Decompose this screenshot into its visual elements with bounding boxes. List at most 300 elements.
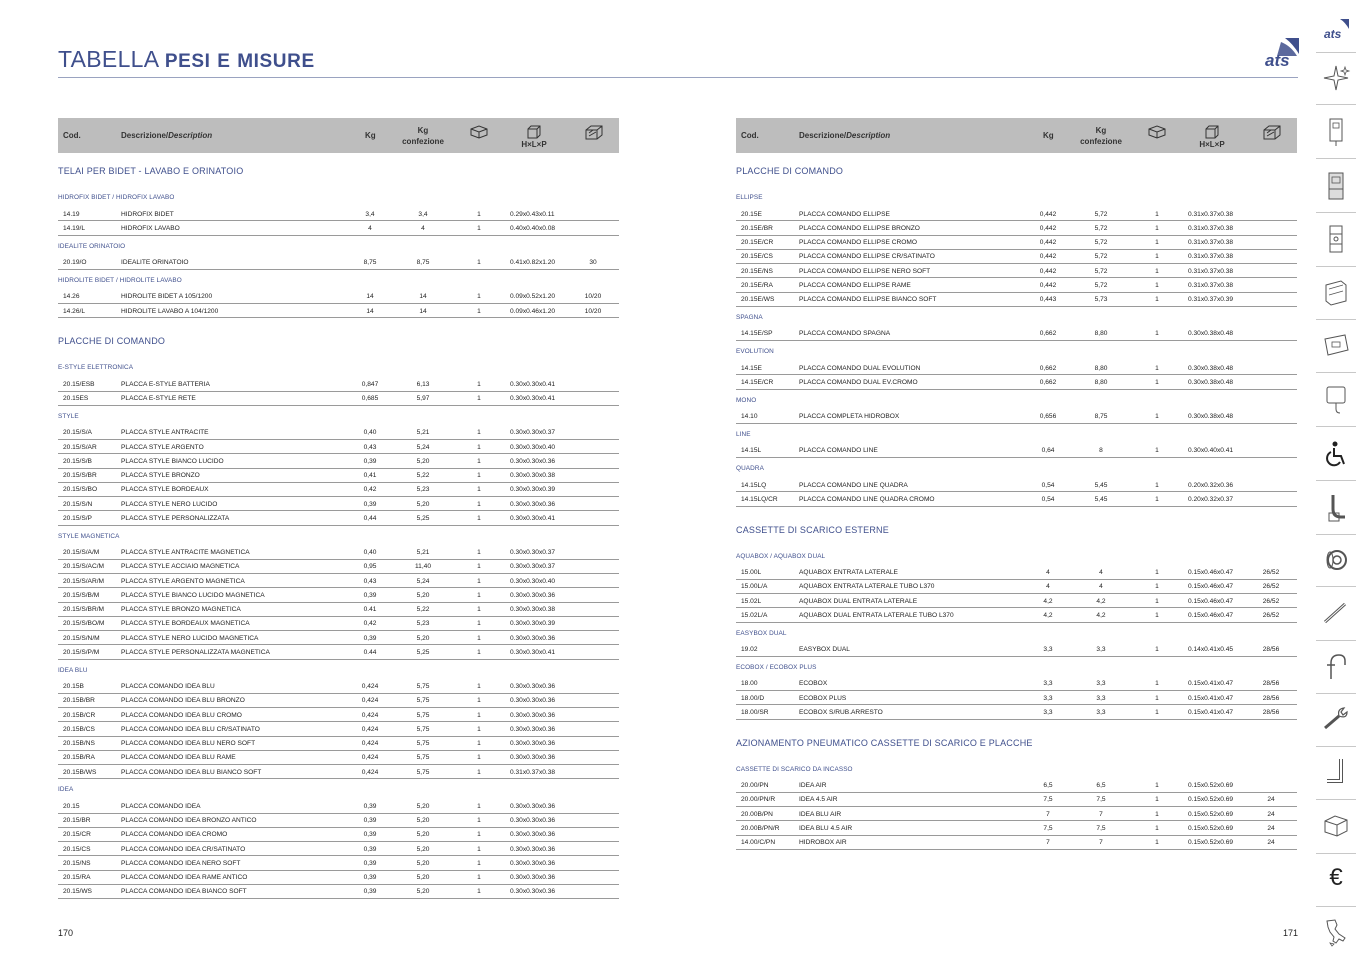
box-dimensions-icon <box>1203 124 1221 140</box>
cell-dimensions: 0.15x0.52x0.69 <box>1188 824 1234 832</box>
header-desc-text: Descrizione/ <box>799 131 847 140</box>
cell-dimensions: 0.30x0.30x0.36 <box>510 740 556 747</box>
table-row <box>736 594 1297 608</box>
header-kg-confezione <box>1078 125 1124 147</box>
cell-description: PLACCA COMANDO IDEA CR/SATINATO <box>121 845 246 853</box>
cell-code: 20.15/RA <box>63 874 91 881</box>
cell-pieces: 1 <box>1155 495 1159 503</box>
sidebar-divider <box>1316 906 1356 907</box>
cell-description: AQUABOX ENTRATA LATERALE <box>799 569 898 576</box>
cell-kg: 8,75 <box>363 259 377 266</box>
title-bold-3: MISURE <box>237 51 315 72</box>
title-rule <box>58 77 1298 78</box>
box-pieces-icon <box>469 124 489 140</box>
cell-kg: 3,3 <box>1043 708 1053 716</box>
sidebar-item-packaging[interactable] <box>1316 806 1356 846</box>
cell-kg: 7 <box>1046 810 1050 818</box>
header-kg-conf-2: confezione <box>1080 137 1122 146</box>
cell-pieces: 1 <box>477 549 481 556</box>
cell-dimensions: 0.15x0.46x0.47 <box>1188 597 1234 605</box>
title-bold-1: PESI <box>164 51 211 72</box>
cell-kg: 0,39 <box>363 859 377 867</box>
cell-kg-confezione: 5,75 <box>416 697 430 705</box>
cell-pieces: 1 <box>477 859 481 867</box>
cell-dimensions: 0.30x0.30x0.36 <box>510 457 556 465</box>
cell-pieces: 1 <box>477 606 481 613</box>
subsection-title: AQUABOX / AQUABOX DUAL <box>736 552 826 560</box>
cell-kg: 0,39 <box>363 634 377 642</box>
cell-kg: 0.41 <box>363 606 377 613</box>
cell-description: PLACCA COMANDO IDEA BLU BIANCO SOFT <box>121 768 262 776</box>
euro-icon[interactable]: € <box>1329 864 1343 891</box>
cell-pallet: 30 <box>589 259 597 266</box>
table-row <box>58 392 619 406</box>
cell-kg: 0,95 <box>363 563 377 571</box>
cell-pieces: 1 <box>477 768 481 776</box>
table-row <box>58 469 619 483</box>
table-row <box>58 856 619 870</box>
cell-kg: 0,424 <box>361 725 379 733</box>
cell-pallet: 28/56 <box>1262 708 1280 716</box>
cell-pieces: 1 <box>477 380 481 388</box>
header-cod: Cod. <box>63 131 81 140</box>
right-table <box>736 118 1297 850</box>
table-header <box>58 118 619 153</box>
header-kg-confezione <box>400 125 446 147</box>
header-description <box>799 131 890 140</box>
cell-description: PLACCA STYLE BORDEAUX <box>121 486 209 494</box>
cell-kg: 0,656 <box>1039 413 1057 420</box>
cell-pieces: 1 <box>477 754 481 762</box>
cell-pallet: 26/52 <box>1262 583 1280 591</box>
ats-logo-icon <box>1321 13 1351 43</box>
cell-description: AQUABOX ENTRATA LATERALE TUBO L370 <box>799 583 935 591</box>
table-row <box>58 722 619 736</box>
cell-description: HIDROBOX AIR <box>799 839 847 846</box>
left-table <box>58 118 619 899</box>
cell-pieces: 1 <box>1155 611 1159 619</box>
cell-pallet: 26/52 <box>1262 611 1280 619</box>
header-desc-italic: Description <box>846 131 891 140</box>
cell-dimensions: 0.15x0.41x0.47 <box>1188 694 1234 702</box>
cell-description: PLACCA COMANDO IDEA BLU CROMO <box>121 711 242 719</box>
cell-pieces: 1 <box>1155 583 1159 591</box>
cell-code: 20.15/S/B/M <box>63 591 100 599</box>
sidebar-item-traps[interactable] <box>1316 488 1356 528</box>
sidebar-item-wc-frames[interactable] <box>1316 112 1356 152</box>
cell-kg-confezione: 5,45 <box>1094 481 1108 489</box>
cell-dimensions: 0.41x0.82x1.20 <box>510 259 556 266</box>
cell-kg-confezione: 5,20 <box>416 817 430 824</box>
cell-kg-confezione: 8,75 <box>416 259 430 266</box>
subsection-title: HIDROFIX BIDET / HIDROFIX LAVABO <box>58 194 175 201</box>
cell-description: IDEALITE ORINATOIO <box>121 259 189 266</box>
cell-pieces: 1 <box>1155 296 1159 303</box>
cell-kg-confezione: 5,20 <box>416 591 430 599</box>
header-kg-conf-1: Kg <box>417 126 429 135</box>
header-dim: H×L×P <box>521 140 547 149</box>
cell-pallet: 28/56 <box>1262 694 1280 702</box>
cell-description: PLACCA STYLE ARGENTO <box>121 443 204 451</box>
cell-code: 20.15B/CR <box>63 711 96 719</box>
cell-description: PLACCA COMANDO IDEA BLU CR/SATINATO <box>121 725 260 733</box>
sidebar-divider <box>1316 158 1356 159</box>
table-row <box>58 574 619 588</box>
table-row <box>58 426 619 440</box>
cell-kg-confezione: 7 <box>1099 810 1103 818</box>
cell-description: ECOBOX PLUS <box>799 694 847 702</box>
cell-code: 15.02L/A <box>741 611 768 619</box>
cell-kg-confezione: 6,13 <box>416 380 430 388</box>
cell-code: 20.15/BR <box>63 817 91 824</box>
sidebar-item-accessibility[interactable] <box>1316 434 1356 474</box>
cell-kg-confezione: 5,75 <box>416 768 430 776</box>
subsection-title: LINE <box>736 430 751 438</box>
cell-kg-confezione: 8,80 <box>1094 378 1108 386</box>
cell-code: 20.15B/BR <box>63 697 95 705</box>
cell-kg-confezione: 8,75 <box>1094 413 1108 420</box>
cell-pieces: 1 <box>477 307 481 315</box>
sidebar-divider <box>1316 104 1356 105</box>
pipe-icon <box>1321 598 1351 628</box>
subsection-title: EVOLUTION <box>736 348 774 355</box>
cell-description: PLACCA STYLE ANTRACITE <box>121 429 209 437</box>
sidebar-item-washbasin-frames[interactable] <box>1316 219 1356 259</box>
cell-dimensions: 0.30x0.30x0.38 <box>510 472 556 479</box>
cell-code: 20.15/S/AR/M <box>63 577 105 585</box>
cell-code: 20.15E/NS <box>741 267 773 275</box>
cell-kg-confezione: 7,5 <box>1096 824 1106 832</box>
table-row <box>58 631 619 645</box>
cell-pieces: 1 <box>477 457 481 465</box>
frame-washbasin-icon <box>1321 224 1351 254</box>
cell-code: 14.00/C/PN <box>741 839 776 846</box>
cell-code: 18.00/SR <box>741 708 769 716</box>
cell-description: PLACCA COMANDO DUAL EV.CROMO <box>799 378 918 386</box>
table-row <box>736 478 1297 492</box>
cell-code: 20.15E <box>741 210 762 218</box>
cell-code: 20.00B/PN <box>741 810 773 818</box>
cell-dimensions: 0.31x0.37x0.38 <box>1188 267 1234 275</box>
cell-dimensions: 0.30x0.30x0.36 <box>510 500 556 508</box>
cell-pieces: 1 <box>477 429 481 437</box>
accessibility-icon <box>1321 439 1351 469</box>
cell-dimensions: 0.30x0.38x0.48 <box>1188 330 1234 338</box>
cell-kg: 0,39 <box>363 591 377 599</box>
cell-kg-confezione: 4 <box>421 224 425 232</box>
subsection-title: STYLE MAGNETICA <box>58 532 120 540</box>
section-title: PLACCHE DI COMANDO <box>58 336 166 347</box>
cell-dimensions: 0.15x0.52x0.69 <box>1188 839 1234 846</box>
cell-kg-confezione: 5,75 <box>416 711 430 719</box>
title-bold-2: E <box>217 51 231 72</box>
cell-pieces: 1 <box>477 802 481 810</box>
table-row <box>58 751 619 765</box>
subsection-title: STYLE <box>58 412 79 420</box>
table-row <box>736 293 1297 307</box>
cell-code: 20.15/CR <box>63 831 91 839</box>
cell-kg-confezione: 5,22 <box>416 606 430 613</box>
cell-dimensions: 0.31x0.37x0.38 <box>510 768 556 776</box>
subsection-title: ECOBOX / ECOBOX PLUS <box>736 663 817 671</box>
cell-code: 20.15 <box>63 802 80 810</box>
cell-pieces: 1 <box>477 711 481 719</box>
sidebar-divider <box>1316 640 1356 641</box>
cell-pieces: 1 <box>1155 447 1159 455</box>
table-row <box>736 327 1297 341</box>
cell-kg-confezione: 5,25 <box>416 648 430 656</box>
cell-code: 20.15/S/AR <box>63 443 97 451</box>
cell-pallet: 24 <box>1267 810 1275 818</box>
table-row <box>736 677 1297 691</box>
cell-kg: 3,4 <box>365 210 375 218</box>
sidebar-item-flush-plates[interactable] <box>1316 325 1356 365</box>
table-row <box>736 580 1297 594</box>
cell-description: PLACCA COMANDO IDEA BRONZO ANTICO <box>121 817 257 824</box>
cell-kg-confezione: 6,5 <box>1096 782 1106 789</box>
header-description <box>121 131 212 140</box>
cell-code: 14.15E/CR <box>741 378 774 386</box>
cell-dimensions: 0.30x0.30x0.36 <box>510 831 556 839</box>
sidebar-item-tools[interactable] <box>1316 699 1356 739</box>
cell-dimensions: 0.15x0.52x0.69 <box>1188 810 1234 818</box>
cell-kg-confezione: 5,75 <box>416 683 430 690</box>
cell-description: PLACCA STYLE ARGENTO MAGNETICA <box>121 577 245 585</box>
right-table-body <box>736 166 1297 850</box>
cell-kg: 0,442 <box>1039 239 1057 246</box>
table-row <box>58 483 619 497</box>
cell-kg: 0,42 <box>363 620 377 628</box>
cell-dimensions: 0.15x0.46x0.47 <box>1188 569 1234 576</box>
table-row <box>736 264 1297 278</box>
cell-pallet: 28/56 <box>1262 646 1280 653</box>
table-row <box>736 410 1297 424</box>
cell-kg: 0,39 <box>363 874 377 881</box>
sidebar-divider <box>1316 480 1356 481</box>
cell-kg: 0,424 <box>361 740 379 747</box>
cell-code: 20.15B/CS <box>63 725 95 733</box>
cell-description: PLACCA STYLE NERO LUCIDO MAGNETICA <box>121 634 259 642</box>
table-row <box>736 608 1297 622</box>
table-row <box>58 304 619 318</box>
table-row <box>736 361 1297 375</box>
cell-kg: 0,442 <box>1039 224 1057 232</box>
cell-kg-confezione: 5,20 <box>416 845 430 853</box>
cell-pallet: 26/52 <box>1262 569 1280 576</box>
cell-pieces: 1 <box>477 831 481 839</box>
cell-pieces: 1 <box>477 591 481 599</box>
table-row <box>736 250 1297 264</box>
cell-kg-confezione: 8,80 <box>1094 364 1108 372</box>
cell-description: HIDROFIX LAVABO <box>121 224 180 232</box>
cell-pieces: 1 <box>1155 224 1159 232</box>
box-pieces-icon <box>1147 124 1167 140</box>
sidebar-item-bidet-frames[interactable] <box>1316 166 1356 206</box>
cell-dimensions: 0.30x0.30x0.36 <box>510 888 556 896</box>
header-kg: Kg <box>1043 131 1054 140</box>
table-row <box>58 497 619 511</box>
table-row <box>58 617 619 631</box>
cell-dimensions: 0.15x0.41x0.47 <box>1188 680 1234 688</box>
cell-kg: 3,3 <box>1043 694 1053 702</box>
cell-kg: 0,442 <box>1039 253 1057 261</box>
cell-kg: 0.44 <box>363 648 377 656</box>
cell-pieces: 1 <box>1155 210 1159 218</box>
cell-description: PLACCA COMANDO IDEA BLU NERO SOFT <box>121 740 256 747</box>
cell-description: PLACCA COMANDO ELLIPSE RAME <box>799 281 911 289</box>
subsection-title: ELLIPSE <box>736 194 763 201</box>
cell-dimensions: 0.14x0.41x0.45 <box>1188 646 1234 653</box>
sidebar-item-taps[interactable] <box>1316 646 1356 686</box>
sidebar-item-urinal-frames[interactable] <box>1316 272 1356 312</box>
subsection-title: E-STYLE ELETTRONICA <box>58 364 134 372</box>
cell-description: IDEA BLU AIR <box>799 810 842 818</box>
cell-description: IDEA 4.5 AIR <box>799 796 838 804</box>
cell-pieces: 1 <box>477 620 481 628</box>
table-row <box>736 444 1297 458</box>
cell-pieces: 1 <box>1155 239 1159 246</box>
cell-pieces: 1 <box>1155 597 1159 605</box>
cell-code: 20.15/S/BR/M <box>63 606 105 613</box>
cell-description: PLACCA COMANDO IDEA BLU BRONZO <box>121 697 245 705</box>
cell-dimensions: 0.20x0.32x0.37 <box>1188 495 1234 503</box>
cell-pieces: 1 <box>477 697 481 705</box>
cell-description: IDEA AIR <box>799 782 827 789</box>
cell-pieces: 1 <box>477 577 481 585</box>
cell-dimensions: 0.30x0.30x0.41 <box>510 648 556 656</box>
cell-kg: 4 <box>368 224 372 232</box>
sidebar-item-pipes[interactable] <box>1316 593 1356 633</box>
cell-kg: 7,5 <box>1043 824 1053 832</box>
cell-pieces: 1 <box>477 888 481 896</box>
cell-dimensions: 0.20x0.32x0.36 <box>1188 481 1234 489</box>
cell-description: PLACCA COMANDO LINE QUADRA CROMO <box>799 495 935 503</box>
cell-kg: 0,39 <box>363 802 377 810</box>
section-title: AZIONAMENTO PNEUMATICO CASSETTE DI SCARICO E PLACCHE <box>736 737 1033 748</box>
sidebar-logo[interactable] <box>1316 8 1356 48</box>
cell-description: IDEA BLU 4.5 AIR <box>799 824 853 832</box>
cell-pieces: 1 <box>1155 810 1159 818</box>
sidebar-item-italy[interactable] <box>1316 912 1356 952</box>
table-row <box>58 454 619 468</box>
table-row <box>58 694 619 708</box>
cell-description: PLACCA COMANDO ELLIPSE BIANCO SOFT <box>799 296 937 303</box>
cell-dimensions: 0.15x0.52x0.69 <box>1188 796 1234 804</box>
cell-kg-confezione: 5,20 <box>416 457 430 465</box>
cell-code: 20.15/S/BO <box>63 486 98 494</box>
cell-kg: 0,39 <box>363 888 377 896</box>
cell-dimensions: 0.09x0.46x1.20 <box>510 307 556 315</box>
cell-pallet: 28/56 <box>1262 680 1280 688</box>
cell-dimensions: 0.30x0.30x0.36 <box>510 591 556 599</box>
cell-kg-confezione: 5,20 <box>416 500 430 508</box>
cell-pieces: 1 <box>1155 281 1159 289</box>
cell-pieces: 1 <box>477 500 481 508</box>
cell-kg-confezione: 11,40 <box>414 563 431 571</box>
table-row <box>736 278 1297 292</box>
cell-code: 20.15/S/N/M <box>63 634 100 642</box>
subsection-title: SPAGNA <box>736 313 763 321</box>
cell-description: PLACCA COMANDO IDEA NERO SOFT <box>121 859 241 867</box>
cell-dimensions: 0.30x0.30x0.37 <box>510 549 556 556</box>
cell-kg-confezione: 5,72 <box>1094 281 1108 289</box>
cell-kg: 0,64 <box>1041 447 1055 455</box>
cell-kg-confezione: 14 <box>419 307 427 315</box>
cell-code: 20.00/PN/R <box>741 796 776 804</box>
cell-code: 14.15LQ <box>741 481 767 489</box>
cell-description: PLACCA COMANDO IDEA BIANCO SOFT <box>121 888 247 896</box>
cell-description: PLACCA STYLE ACCIAIO MAGNETICA <box>121 563 240 571</box>
cell-description: ECOBOX <box>799 680 828 688</box>
cell-pieces: 1 <box>477 817 481 824</box>
cell-pieces: 1 <box>1155 646 1159 653</box>
subsection-title: CASSETTE DI SCARICO DA INCASSO <box>736 765 853 773</box>
sidebar-item-cisterns[interactable] <box>1316 380 1356 420</box>
cell-code: 20.15E/BR <box>741 224 773 232</box>
cell-code: 14.10 <box>741 413 758 420</box>
header-desc-text: Descrizione/ <box>121 131 169 140</box>
cell-pieces: 1 <box>1155 569 1159 576</box>
cell-kg: 0,685 <box>361 395 379 402</box>
cell-code: 20.15/S/N <box>63 500 93 508</box>
cell-dimensions: 0.30x0.30x0.36 <box>510 817 556 824</box>
sidebar-item-fittings[interactable] <box>1316 752 1356 792</box>
cell-description: AQUABOX DUAL ENTRATA LATERALE TUBO L370 <box>799 611 954 619</box>
cell-kg: 6,5 <box>1043 782 1053 789</box>
cell-kg: 3,3 <box>1043 680 1053 688</box>
cell-code: 15.02L <box>741 597 762 605</box>
cell-kg-confezione: 4,2 <box>1096 611 1106 619</box>
table-row <box>736 779 1297 793</box>
frame-bidet-icon <box>1321 171 1351 201</box>
cell-code: 20.15/ESB <box>63 380 95 388</box>
cell-kg-confezione: 7,5 <box>1096 796 1106 804</box>
sidebar-item-connectors[interactable] <box>1316 540 1356 580</box>
cell-kg: 0,847 <box>361 380 379 388</box>
title-light: TABELLA <box>58 46 159 72</box>
cell-dimensions: 0.31x0.37x0.38 <box>1188 210 1234 218</box>
table-row <box>58 588 619 602</box>
cell-pieces: 1 <box>477 725 481 733</box>
cell-code: 18.00/D <box>741 694 765 702</box>
sidebar-divider <box>1316 534 1356 535</box>
sidebar-item-novelties[interactable] <box>1316 58 1356 98</box>
cell-dimensions: 0.30x0.30x0.37 <box>510 563 556 571</box>
cell-code: 14.15E/SP <box>741 330 773 338</box>
cell-kg: 0,424 <box>361 768 379 776</box>
sidebar-divider <box>1316 52 1356 53</box>
sidebar-divider <box>1316 586 1356 587</box>
subsection-title: IDEALITE ORINATOIO <box>58 242 126 250</box>
table-row <box>58 377 619 391</box>
cell-code: 18.00 <box>741 680 758 688</box>
cell-kg-confezione: 5,72 <box>1094 239 1108 246</box>
cell-pieces: 1 <box>477 486 481 494</box>
cell-code: 20.15/WS <box>63 888 92 896</box>
cell-description: PLACCA COMANDO IDEA <box>121 802 201 810</box>
table-row <box>736 221 1297 235</box>
table-row <box>736 236 1297 250</box>
cell-kg-confezione: 5,20 <box>416 859 430 867</box>
cell-description: PLACCA COMANDO ELLIPSE <box>799 210 890 218</box>
cell-kg: 0,41 <box>363 472 377 479</box>
cell-kg: 0,442 <box>1039 281 1057 289</box>
pallet-icon <box>1261 124 1283 142</box>
cell-description: PLACCA E-STYLE RETE <box>121 395 196 402</box>
cell-code: 20.00/PN <box>741 782 769 789</box>
cell-description: PLACCA STYLE ANTRACITE MAGNETICA <box>121 549 250 556</box>
flush-plate-icon <box>1321 330 1351 360</box>
